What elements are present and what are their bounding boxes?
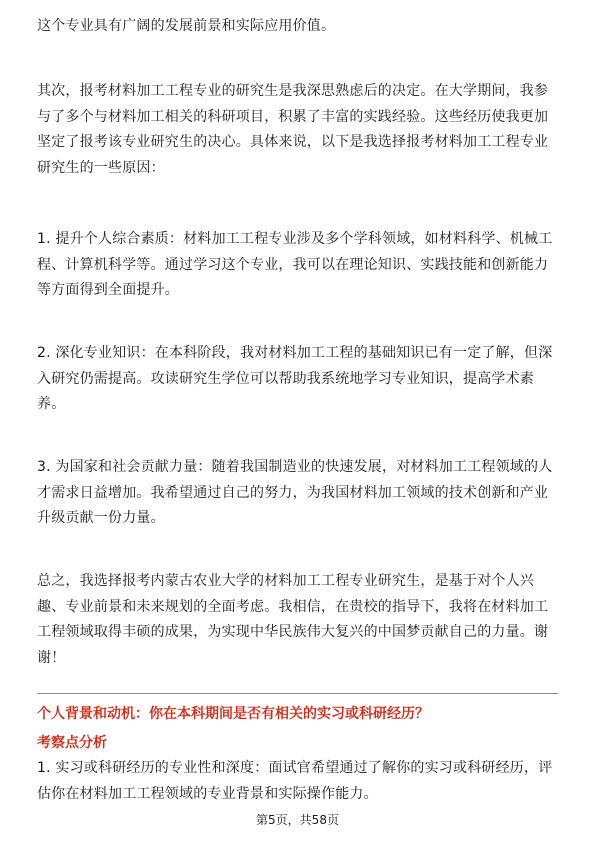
paragraph-conclusion: 总之，我选择报考内蒙古农业大学的材料加工工程专业研究生，是基于对个人兴趣、专业前景和未来规划的全面考虑。我相信，在贵校的指导下，我将在材料加工工程领域取得丰硕的成果，为实现中华民族伟大复兴的中国梦贡献自己的力量。谢谢！: [37, 573, 549, 666]
page-number: 第5页，共58页: [256, 813, 339, 827]
analysis-point-1: 1. 实习或科研经历的专业性和深度：面试官希望通过了解你的实习或科研经历，评估你在材料加工工程领域的专业背景和实际操作能力。: [37, 760, 553, 802]
analysis-heading: 考察点分析: [37, 735, 107, 751]
section-divider: [37, 693, 558, 694]
paragraph-reason-2: 2. 深化专业知识：在本科阶段，我对材料加工工程的基础知识已有一定了解，但深入研究仍需提高。攻读研究生学位可以帮助我系统地学习专业知识，提高学术素养。: [37, 345, 553, 412]
paragraph-intro-ending: 这个专业具有广阔的发展前景和实际应用价值。: [37, 18, 336, 34]
question-heading: 个人背景和动机：你在本科期间是否有相关的实习或科研经历？: [37, 706, 429, 722]
paragraph-motivation: 其次，报考材料加工工程专业的研究生是我深思熟虑后的决定。在大学期间，我参与了多个与材料加工相关的科研项目，积累了丰富的实践经验。这些经历使我更加坚定了报考该专业研究生的决心。具体来说，以下是我选择报考材料加工工程专业研究生的一些原因：: [37, 83, 549, 176]
paragraph-reason-3: 3. 为国家和社会贡献力量：随着我国制造业的快速发展，对材料加工工程领域的人才需求日益增加。我希望通过自己的努力，为我国材料加工领域的技术创新和产业升级贡献一份力量。: [37, 459, 553, 526]
paragraph-reason-1: 1. 提升个人综合素质：材料加工工程专业涉及多个学科领域，如材料科学、机械工程、计算机科学等。通过学习这个专业，我可以在理论知识、实践技能和创新能力等方面得到全面提升。: [37, 231, 553, 298]
